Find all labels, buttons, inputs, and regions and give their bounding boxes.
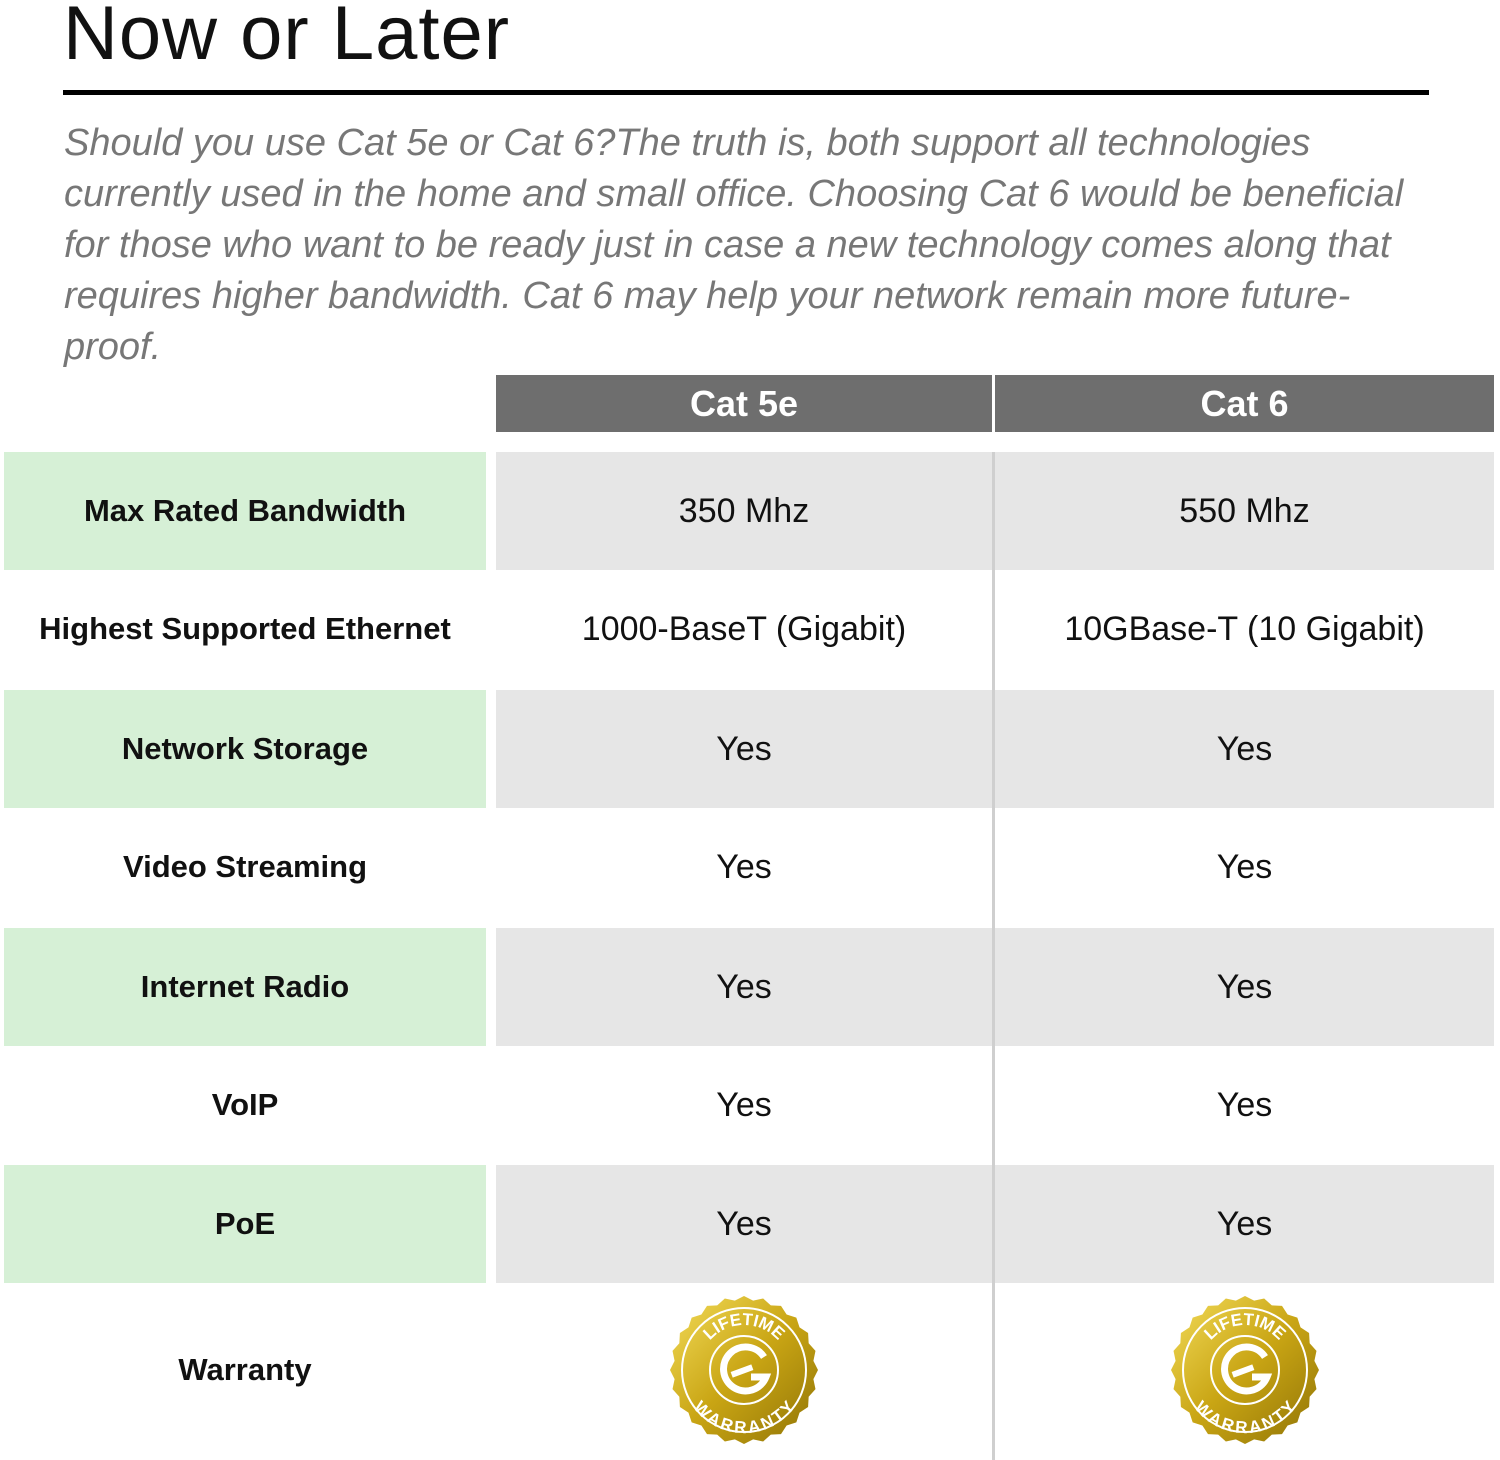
column-header-cat5e: Cat 5e [496, 375, 992, 432]
table-row [0, 1165, 1500, 1283]
table-row-warranty [0, 1290, 1500, 1450]
cell-cat6: Yes [1216, 1085, 1273, 1124]
cell-cat6: 10GBase-T (10 Gigabit) [1064, 609, 1425, 648]
cell-cat6: 550 Mhz [995, 452, 1494, 570]
table-row [0, 570, 1500, 688]
title-divider [63, 90, 1429, 95]
table-row [0, 452, 1500, 570]
intro-paragraph: Should you use Cat 5e or Cat 6?The truth is, both support all technologies currently used in the home and small office. Choosing Cat 6 would be beneficial for those who want to be ready just in case a new technology comes along that requires higher bandwidth. Cat 6 may help your network remain more future-proof. [64, 122, 1404, 368]
table-row [0, 1046, 1500, 1164]
row-label: Network Storage [4, 690, 486, 808]
cell-cat6: Yes [995, 928, 1494, 1046]
svg-text:WARRANTY: WARRANTY [689, 1397, 799, 1438]
page-title: Now or Later [63, 0, 511, 76]
table-row [0, 808, 1500, 926]
cell-cat5e: Yes [496, 928, 992, 1046]
row-label: Video Streaming [122, 849, 368, 884]
cell-cat5e: 1000-BaseT (Gigabit) [581, 609, 907, 648]
table-row [0, 928, 1500, 1046]
cell-cat6: Yes [1216, 847, 1273, 886]
warranty-badge-cat6 [995, 1290, 1494, 1450]
lifetime-warranty-badge-icon [1170, 1295, 1320, 1445]
cell-cat6: Yes [995, 690, 1494, 808]
cell-cat6: Yes [995, 1165, 1494, 1283]
row-label: Internet Radio [4, 928, 486, 1046]
column-header-cat6: Cat 6 [995, 375, 1494, 432]
row-label: Max Rated Bandwidth [4, 452, 486, 570]
warranty-badge-cat5e [496, 1290, 992, 1450]
table-row [0, 690, 1500, 808]
svg-text:LIFETIME: LIFETIME [1199, 1309, 1289, 1344]
row-label: Warranty [178, 1352, 312, 1387]
svg-text:LIFETIME: LIFETIME [699, 1309, 789, 1344]
cell-cat5e: Yes [496, 690, 992, 808]
row-label: Highest Supported Ethernet [39, 611, 451, 646]
cell-cat5e: 350 Mhz [496, 452, 992, 570]
svg-text:WARRANTY: WARRANTY [1190, 1397, 1299, 1438]
cell-cat5e: Yes [716, 1085, 772, 1124]
lifetime-warranty-badge-icon [669, 1295, 819, 1445]
cell-cat5e: Yes [716, 847, 772, 886]
cell-cat5e: Yes [496, 1165, 992, 1283]
row-label: VoIP [211, 1087, 279, 1122]
row-label: PoE [4, 1165, 486, 1283]
